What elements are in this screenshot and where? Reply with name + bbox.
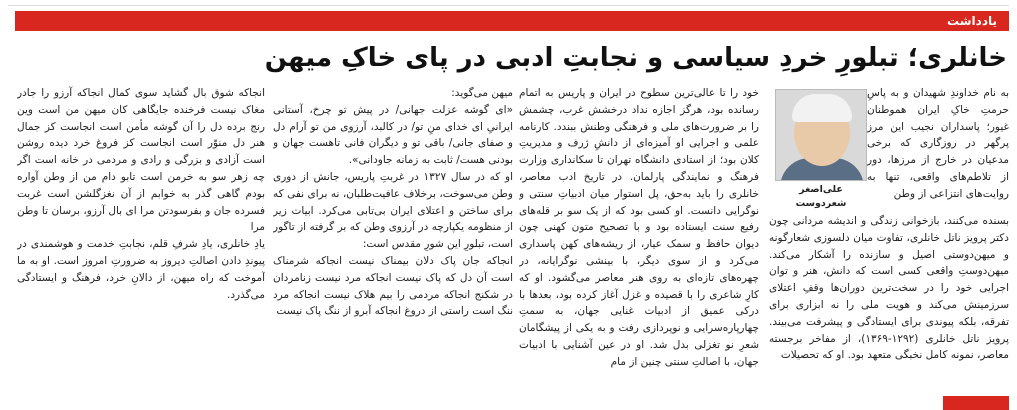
author-photo-block — [775, 89, 867, 211]
top-rule — [8, 5, 1009, 6]
column-1-intro — [769, 85, 1009, 209]
column-3-intro: میهن می‌گوید: — [451, 87, 513, 99]
column-1-text-top: به نام خداوندِ شهیدان و به پاسِ حرمتِ خاکِ ایران هموطنان غیور؛ پاسداران نجیب این مرز پرگهر در روزگاری که برخی مدعیان در خارج از مرزها، دور از تلاطم‌های واقعی، تنها به روایت‌های انتزاعی از وطن — [867, 87, 1009, 200]
next-section-tag — [943, 396, 1009, 410]
author-photo — [775, 89, 867, 181]
column-2-text: خود را تا عالی‌ترین سطوح در ایران و پاریس به اتمام رسانده بود، هرگز اجازه نداد درخشش غرب، چشمش را بر ضرورت‌های ملی و فرهنگی وطنش ببندد. کارنامه علمی و اجرایی او آمیزه‌ای از دانشِ ژرف و مدیریتِ کلان بود؛ از استادی دانشگاه تهران تا سکانداری وزارت فرهنگ و نمایندگی پارلمان. در تاریخ ادب معاصر، خانلری را باید به‌حق، پل استوار میان ادبیاتِ سنتی و نوگرایی دانست. او کسی بود که از یک سو بر قله‌های رفیع سنت ایستاده بود و با تصحیح متون کهنی چون دیوان حافظ و سمک عیار، از ریشه‌های کهن پاسداری می‌کرد و از سوی دیگر، با بینشی نوگرایانه، در چهره‌های تازه‌ای به روی هنر معاصر می‌گشود. او که کارِ شاعری را با قصیده و غزل آغاز کرده بود، بعدها با درکی عمیق از ادبیات غنایی جهان، به سمتِ چهارپاره‌سرایی و نوپردازی رفت و به یکی از پیشگامان شعرِ نو تغزلی بدل شد. او در عین آشنایی با ادبیات جهان، با اصالتِ سنتی چنین از مام — [519, 87, 759, 368]
section-label: یادداشت — [947, 14, 997, 28]
column-3-poem-1: «ای گوشه عزلت جهانی/ در پیش تو چرخ، آستانی ایرانیِ ای خدای منِ تو/ در کالبد، آرزوی من تو آرام دل و صفای جانی/ باقی تو و دیگران فانی تاهست جهان و بودنی هست/ ثابت به زمانه جاودانی». — [273, 103, 513, 167]
column-3 — [273, 85, 513, 410]
section-bar — [15, 11, 1009, 31]
column-4 — [17, 85, 265, 410]
author-name: علی‌اصغر شعردوست — [795, 184, 847, 209]
column-1-text-bottom: بسنده می‌کنند، بازخوانی زندگی و اندیشه مردانی چون دکتر پرویز ناتل خانلری، تفاوت میان دلسوزی شعارگونه و میهن‌دوستی اصیل و سازنده را آشکار می‌کند. میهن‌دوستِ واقعی کسی است که دانش، هنر و توان اجرایی خود را در سخت‌ترین دوران‌ها وقفِ اعتلای سرزمینش می‌کند و هویت ملی را نه ابزاری برای تفرقه، بلکه پیوندی برای ایستادگی و پیشرفت می‌بیند. پرویز ناتل خانلری (۱۲۹۲-۱۳۶۹)، از مفاخر برجسته معاصر، نمونه کامل نخبگی متعهد بود. او که تحصیلات — [769, 215, 1009, 362]
column-2 — [519, 85, 759, 410]
column-4-poem: انجاکه شوق بال گشاید سوی کمال انجاکه آرزو را جادر مغاک نیست فرخنده جایگاهی کان میهن من است وین رنج برده دل را آن گوشه مأمن است انجاست کز جمال هنر دل منوّر است انجاست کز فروغ خرد دیده روشن است آزادی و بزرگی و رادی و مردمی در خانه است اگر چه زهر سو به خرمن است تابو دام من از وطن آواره بودم گاهی گذر به خوابم از آن نغزگلشن است غربت فسرده جان و بفرسودتن مرا ای بال آرزو، برسان تا وطن مرا — [17, 87, 265, 234]
headline: خانلری؛ تبلورِ خردِ سیاسی و نجابتِ ادبی در پای خاکِ میهن — [264, 43, 1007, 73]
column-3-paragraph: او که در سال ۱۳۲۷ در غربتِ پاریس، جانش از دوری وطن می‌سوخت، برخلاف عافیت‌طلبان، نه برای نفی که برای ساختن و اعتلای ایران بی‌تابی می‌کرد. ابیات زیر از منظومه یکپارچه در آرزوی وطن که بر گرفته از تاگور است، تبلورِ این شورِ مقدس است: — [273, 170, 513, 251]
column-3-poem-2: انجاکه جان پاک دلان بیمناک نیست انجاکه شرمناک است آن دل که پاک نیست انجاکه مرد نیست زنامردان در شکنج انجاکه مردمی را بیم هلاک نیست انجاکه مرد ننگ است راستی از دروغ انجاکه آبرو از ننگ پاک نیست — [273, 254, 513, 318]
column-1 — [769, 85, 1009, 410]
column-4-paragraph: یادِ خانلری، یادِ شرفِ قلم، نجابتِ خدمت و هوشمندی در پیوندِ دادن اصالتِ دیروز به ضرورتِ امروز است. او به ما آموخت که راه میهن، از دالانِ خرد، فرهنگ و ایستادگی می‌گذرد. — [17, 238, 265, 301]
